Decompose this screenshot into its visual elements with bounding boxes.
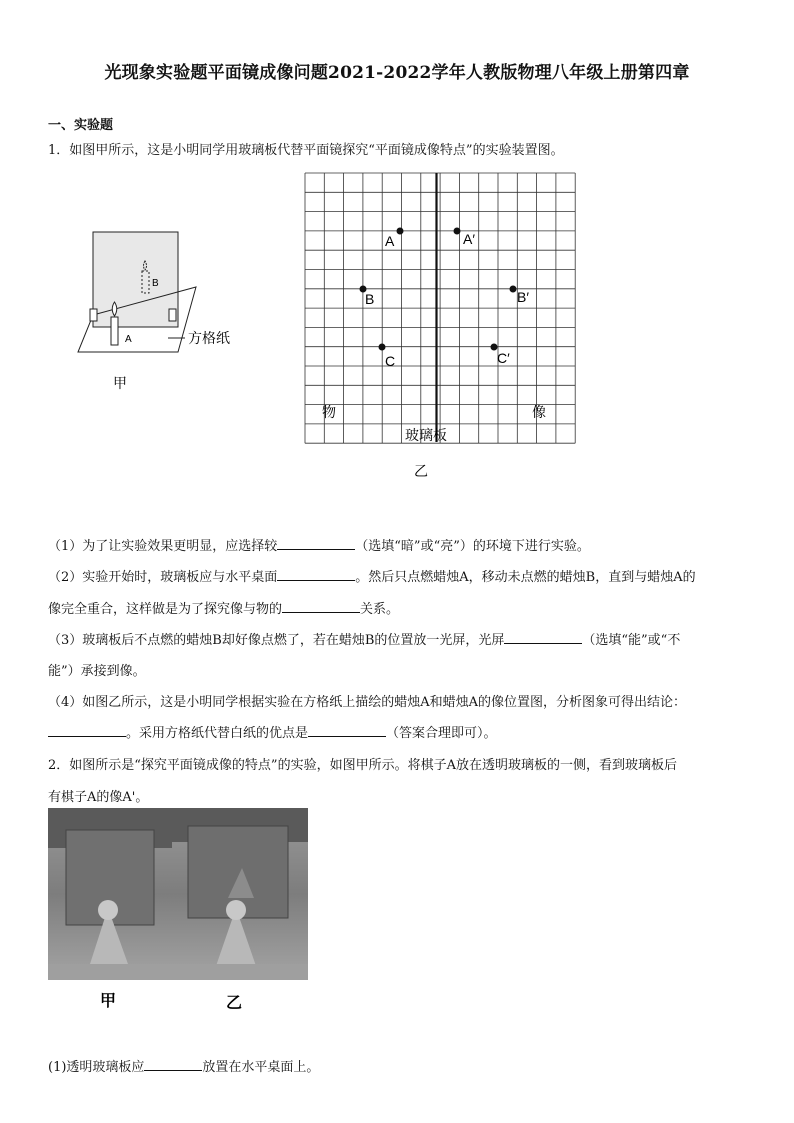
object-point-dot	[397, 228, 404, 235]
answer-blank[interactable]	[144, 1058, 202, 1071]
object-point-label: C	[385, 353, 396, 369]
paper-label: 方格纸	[188, 331, 230, 347]
answer-blank[interactable]	[308, 724, 386, 737]
image-point-label: C′	[497, 350, 510, 366]
clip-left	[90, 309, 97, 321]
answer-blank[interactable]	[504, 631, 582, 644]
figure-jia	[70, 225, 250, 405]
q2-part1: (1)透明玻璃板应 放置在水平桌面上。	[48, 1060, 320, 1075]
label-b: B	[152, 278, 159, 289]
q1-part3-cont: 能”）承接到像。	[48, 664, 146, 679]
q1-part4: （4）如图乙所示，这是小明同学根据实验在方格纸上描绘的蜡烛A和蜡烛A的像位置图，分析图象可得出结论：	[48, 695, 687, 710]
answer-blank[interactable]	[277, 568, 355, 581]
q1-part1: （1）为了让实验效果更明显，应选择较 （选填“暗”或“亮”）的环境下进行实验。	[48, 539, 590, 554]
clip-right	[169, 309, 176, 321]
object-point-label: A	[385, 233, 395, 249]
answer-blank[interactable]	[277, 537, 355, 550]
image-point-dot	[510, 286, 517, 293]
object-point-label: B	[365, 291, 375, 307]
answer-blank[interactable]	[282, 600, 360, 613]
img-label: 像	[532, 405, 546, 421]
page-title: 光现象实验题平面镜成像问题2021-2022学年人教版物理八年级上册第四章	[104, 63, 690, 83]
photo-yi	[172, 808, 308, 980]
figure-yi	[300, 168, 580, 483]
image-point-label: B′	[517, 289, 529, 305]
image-point-dot	[454, 228, 461, 235]
photo-jia	[48, 808, 172, 980]
caption-jia: 甲	[113, 376, 127, 392]
q1-intro: 1．如图甲所示，这是小明同学用玻璃板代替平面镜探究“平面镜成像特点”的实验装置图。	[48, 143, 564, 158]
caption-photo-jia: 甲	[100, 991, 117, 1010]
obj-label: 物	[322, 405, 336, 421]
section-heading: 一、实验题	[48, 118, 114, 133]
q1-part4-cont: 。采用方格纸代替白纸的优点是 （答案合理即可）。	[48, 722, 497, 741]
q2-intro-2: 有棋子A的像A'。	[48, 790, 149, 805]
points	[360, 228, 530, 370]
q2-intro-1: 2．如图所示是“探究平面镜成像的特点”的实验，如图甲所示。将棋子A放在透明玻璃板的一侧，看到玻璃板后	[48, 758, 677, 773]
photo-figures	[48, 808, 310, 1018]
grid-lines	[305, 173, 575, 443]
q1-part2: （2）实验开始时，玻璃板应与水平桌面 。然后只点燃蜡烛A，移动未点燃的蜡烛B，直到与蜡烛A的	[48, 570, 696, 585]
label-a: A	[125, 334, 132, 345]
caption-yi: 乙	[414, 464, 428, 480]
board-label: 玻璃板	[405, 428, 447, 444]
q1-part2-cont: 像完全重合，这样做是为了探究像与物的 关系。	[48, 602, 400, 617]
object-point-dot	[379, 344, 386, 351]
glass-plate	[93, 232, 178, 327]
q1-part3: （3）玻璃板后不点燃的蜡烛B却好像点燃了，若在蜡烛B的位置放一光屏，光屏 （选填“能”或“不	[48, 633, 681, 648]
caption-photo-yi: 乙	[226, 993, 243, 1012]
answer-blank[interactable]	[48, 724, 126, 737]
flame-a	[112, 302, 117, 316]
candle-a	[111, 317, 118, 345]
image-point-label: A′	[463, 231, 475, 247]
